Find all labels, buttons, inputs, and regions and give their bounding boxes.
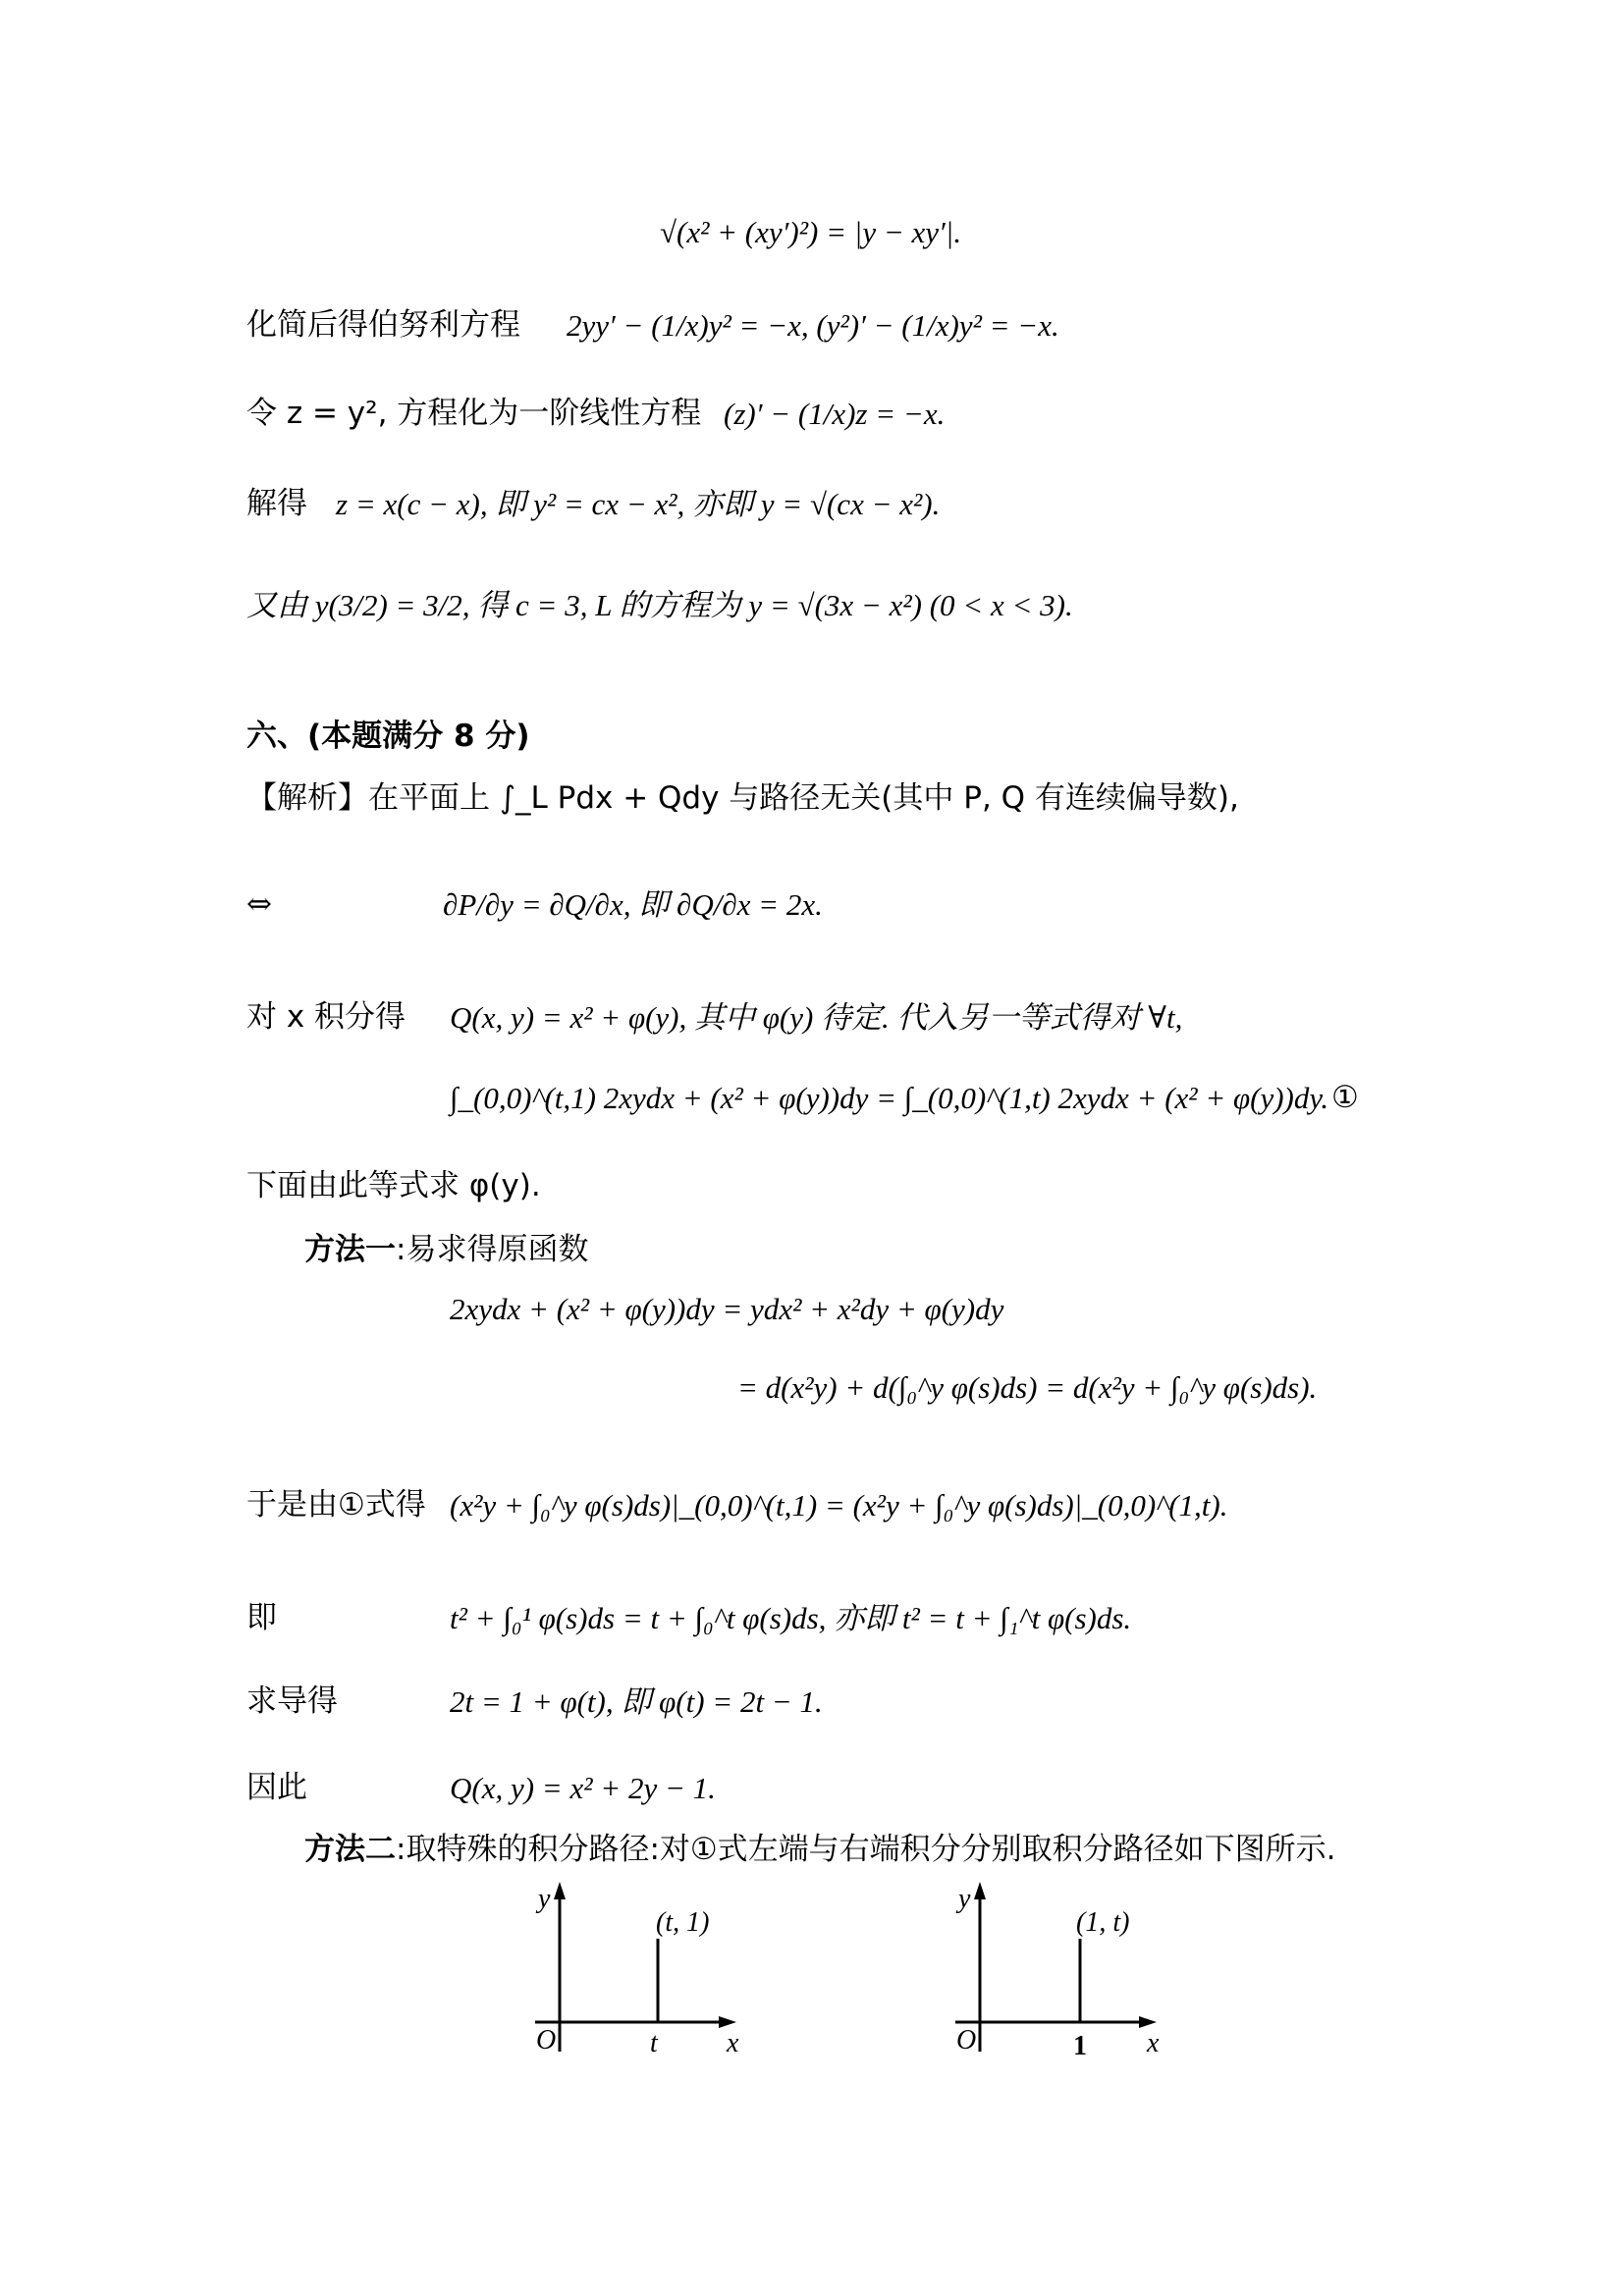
ie-equation: t² + ∫₀¹ φ(s)ds = t + ∫₀^t φ(s)ds, 亦即 t² = t + ∫₁^t φ(s)ds.	[450, 1601, 1132, 1635]
integrate-label: 对 x 积分得	[246, 999, 406, 1035]
left-tick-label: t	[650, 2028, 658, 2058]
hence-label: 因此	[246, 1770, 307, 1805]
right-path-figure	[950, 1880, 1166, 2061]
method2-line	[304, 1832, 1336, 1868]
from-eq1-equation: (x²y + ∫₀^y φ(s)ds)|_(0,0)^(t,1) = (x²y + ∫₀^y φ(s)ds)|_(0,0)^(1,t).	[450, 1488, 1228, 1522]
ie-label: 即	[246, 1600, 277, 1635]
left-x-label: x	[727, 2028, 739, 2058]
method1-equation-1: 2xydx + (x² + φ(y))dy = ydx² + x²dy + φ(y)dy	[450, 1292, 1004, 1326]
integrate-equation: Q(x, y) = x² + φ(y), 其中 φ(y) 待定. 代入另一等式得对 ∀t,	[450, 1000, 1183, 1035]
method1-line	[304, 1232, 588, 1268]
right-tick-label: 1	[1073, 2031, 1087, 2061]
equivalence-equation: ∂P/∂y = ∂Q/∂x, 即 ∂Q/∂x = 2x.	[443, 887, 823, 922]
bernoulli-equation: 2yy′ − (1/x)y² = −x, (y²)′ − (1/x)y² = −x.	[567, 308, 1059, 343]
from-eq1-label: 于是由①式得	[246, 1487, 426, 1522]
solve-label: 解得	[246, 486, 307, 521]
solve-equation: z = x(c − x), 即 y² = cx − x², 亦即 y = √(cx − x²).	[336, 487, 941, 521]
left-y-arrow	[554, 1882, 566, 1899]
equivalence-symbol: ⇔	[246, 886, 272, 922]
right-y-label: y	[958, 1884, 971, 1914]
analysis-line: 【解析】在平面上 ∫_L Pdx + Qdy 与路径无关(其中 P, Q 有连续偏导数),	[246, 780, 1239, 816]
derivative-equation: 2t = 1 + φ(t), 即 φ(t) = 2t − 1.	[450, 1684, 823, 1719]
left-x-arrow	[719, 2016, 736, 2028]
linear-label: 令 z = y², 方程化为一阶线性方程	[246, 396, 702, 431]
derivative-label: 求导得	[246, 1683, 338, 1719]
method1-equation-2: = d(x²y) + d(∫₀^y φ(s)ds) = d(x²y + ∫₀^y φ(s)ds).	[737, 1370, 1318, 1405]
hence-equation: Q(x, y) = x² + 2y − 1.	[450, 1771, 716, 1805]
left-point-label: (t, 1)	[656, 1907, 710, 1938]
section-heading: 六、(本题满分 8 分)	[246, 719, 530, 754]
next-line: 下面由此等式求 φ(y).	[246, 1168, 541, 1203]
right-origin-label: O	[956, 2025, 977, 2056]
right-y-arrow	[974, 1882, 986, 1899]
right-x-arrow	[1139, 2016, 1157, 2028]
equation-marker: ①	[1331, 1080, 1359, 1115]
method1-label: 方法一	[304, 1232, 396, 1267]
bernoulli-label: 化简后得伯努利方程	[246, 307, 520, 343]
distance-equation: √(x² + (xy′)²) = |y − xy′|.	[660, 215, 962, 249]
right-x-label: x	[1147, 2028, 1160, 2058]
method1-text: :易求得原函数	[396, 1232, 589, 1267]
method2-label: 方法二	[304, 1832, 396, 1867]
right-point-label: (1, t)	[1076, 1907, 1130, 1938]
left-path-figure	[530, 1880, 746, 2056]
path-integral-equation: ∫_(0,0)^(t,1) 2xydx + (x² + φ(y))dy = ∫_(0,0)^(1,t) 2xydx + (x² + φ(y))dy.	[450, 1081, 1329, 1115]
method2-text: :取特殊的积分路径:对①式左端与右端积分分别取积分路径如下图所示.	[396, 1832, 1336, 1867]
linear-equation: (z)′ − (1/x)z = −x.	[724, 397, 946, 431]
left-origin-label: O	[536, 2025, 557, 2056]
final-solution-line: 又由 y(3/2) = 3/2, 得 c = 3, L 的方程为 y = √(3x − x²) (0 < x < 3).	[246, 588, 1073, 622]
left-y-label: y	[538, 1884, 551, 1914]
